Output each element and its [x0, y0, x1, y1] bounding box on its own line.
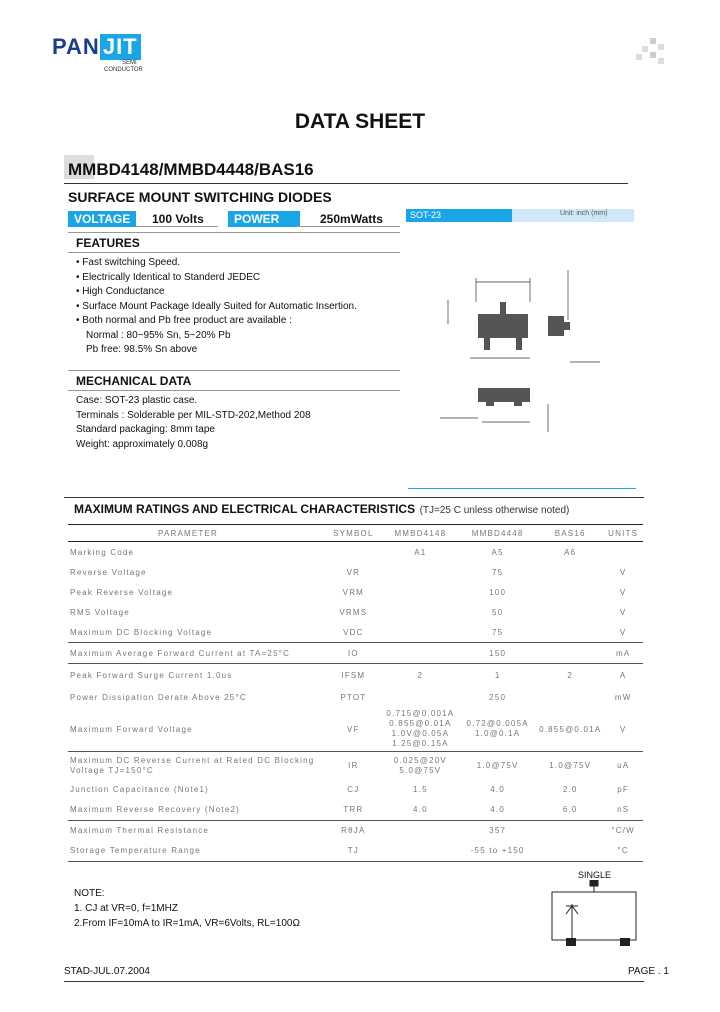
feature-item: • Surface Mount Package Ideally Suited for Automatic Insertion. — [76, 300, 357, 312]
table-row — [68, 643, 643, 664]
table-row — [68, 752, 643, 780]
cell: °C — [603, 841, 643, 862]
cell: nS — [603, 800, 643, 821]
feature-item: • Fast switching Speed. — [76, 257, 181, 268]
cell: 2.0 — [562, 785, 578, 794]
table-row — [68, 800, 643, 821]
cell: mW — [614, 693, 632, 702]
cell — [383, 562, 459, 582]
ratings-heading: MAXIMUM RATINGS AND ELECTRICAL CHARACTERISTICS — [74, 502, 416, 516]
cell — [537, 643, 603, 664]
cell — [537, 622, 603, 643]
cell: 1.5 — [413, 785, 428, 794]
cell: IR — [348, 761, 359, 771]
table-row — [68, 780, 643, 800]
cell — [537, 820, 603, 841]
voltage-badge: VOLTAGE — [68, 211, 136, 227]
footer-date: STAD-JUL.07.2004 — [64, 966, 150, 977]
cell: 4.0 — [490, 785, 506, 794]
cell: Maximum Average Forward Current at TA=25°C — [68, 643, 324, 664]
cell: Peak Forward Surge Current 1.0us — [70, 671, 233, 681]
cell: 4.0 — [458, 800, 537, 821]
table-row — [68, 664, 643, 688]
feature-item: Normal : 80~95% Sn, 5~20% Pb — [86, 329, 231, 341]
features-list — [76, 256, 357, 358]
power-underline — [296, 226, 400, 227]
cell: A6 — [564, 547, 577, 557]
column-header: UNITS — [603, 525, 643, 542]
package-outline-drawing — [430, 262, 620, 442]
feature-item: • Electrically Identical to Standerd JEDEC — [76, 271, 261, 283]
cell — [537, 841, 603, 862]
page-title: DATA SHEET — [294, 110, 426, 133]
cell: Reverse Voltage — [70, 567, 147, 577]
cell — [383, 622, 459, 643]
footer-rule — [64, 981, 644, 982]
cell: 75 — [458, 622, 537, 643]
features-rule-bottom — [68, 252, 400, 253]
logo-sub-conductor: CONDUCTOR — [104, 67, 143, 73]
mechanical-rule-bottom — [68, 390, 400, 391]
cell: 150 — [458, 643, 537, 664]
table-row — [68, 542, 643, 563]
column-header: PARAMETER — [68, 525, 324, 542]
cell: 2 — [567, 671, 574, 681]
mechanical-item: Standard packaging: 8mm tape — [76, 424, 215, 435]
table-header-row — [68, 525, 643, 542]
cell: VDC — [324, 622, 382, 643]
cell — [383, 582, 459, 602]
cell: Maximum Forward Voltage — [68, 708, 324, 752]
cell: RMS Voltage — [70, 607, 130, 617]
table-row — [68, 562, 643, 582]
cell — [383, 841, 459, 862]
cell: °C/W — [611, 826, 635, 835]
cell — [537, 688, 603, 708]
cell: 0.715@0.001A 0.855@0.01A 1.0V@0.05A 1.25@0.15A — [383, 708, 459, 752]
company-logo — [52, 34, 141, 60]
cell: 75 — [491, 567, 504, 577]
notes-block — [74, 886, 300, 931]
table-row — [68, 622, 643, 643]
cell: V — [619, 607, 627, 617]
mechanical-list — [76, 394, 311, 452]
cell: V — [619, 587, 627, 597]
table-row — [68, 841, 643, 862]
cell: 0.72@0.005A 1.0@0.1A — [458, 708, 537, 752]
cell: VF — [324, 708, 382, 752]
column-header: SYMBOL — [324, 525, 382, 542]
feature-item: • Both normal and Pb free product are available : — [76, 315, 292, 326]
cell: uA — [617, 761, 630, 771]
ratings-heading-row — [74, 500, 569, 518]
cell: Storage Temperature Range — [68, 841, 324, 862]
single-diode-diagram — [548, 880, 644, 950]
feature-item: Pb free: 98.5% Sn above — [86, 344, 198, 355]
cell — [603, 542, 643, 563]
cell: CJ — [347, 785, 360, 794]
ratings-table — [68, 524, 643, 862]
cell: 0.025@20V 5.0@75V — [393, 755, 447, 775]
cell: V — [603, 622, 643, 643]
cell: A5 — [491, 547, 504, 557]
cell: Maximum Reverse Recovery (Note2) — [68, 800, 324, 821]
package-name: SOT-23 — [406, 209, 512, 222]
cell — [383, 820, 459, 841]
cell — [324, 542, 382, 563]
voltage-value: 100 Volts — [152, 212, 204, 226]
column-header: BAS16 — [537, 525, 603, 542]
cell: VRM — [342, 587, 365, 597]
cell: Junction Capacitance (Note1) — [70, 785, 209, 794]
cell: 357 — [489, 826, 507, 835]
single-config-label: SINGLE — [578, 870, 612, 880]
cell: V — [603, 708, 643, 752]
mechanical-heading: MECHANICAL DATA — [76, 374, 192, 388]
mechanical-item: Weight: approximately 0.008g — [76, 438, 209, 450]
feature-item: • High Conductance — [76, 286, 165, 297]
ratings-top-rule — [64, 497, 644, 498]
cell: Maximum DC Reverse Current at Rated DC Blocking Voltage TJ=150°C — [70, 755, 315, 775]
cell — [537, 602, 603, 622]
table-row — [68, 708, 643, 752]
cell: Power Dissipation Derate Above 25°C — [70, 693, 247, 702]
cell — [383, 602, 459, 622]
cell: 1.0@75V — [549, 761, 592, 771]
power-badge: POWER — [228, 211, 300, 227]
subtitle: SURFACE MOUNT SWITCHING DIODES — [68, 189, 332, 205]
table-row — [68, 688, 643, 708]
cell — [383, 643, 459, 664]
logo-text-jit: JIT — [100, 34, 141, 60]
cell: 0.855@0.01A — [537, 708, 603, 752]
divider — [64, 183, 628, 184]
cell — [383, 688, 459, 708]
cell: mA — [603, 643, 643, 664]
cell: IFSM — [341, 671, 366, 681]
cell: PTOT — [340, 693, 367, 702]
table-row — [68, 602, 643, 622]
logo-text-pan: PAN — [52, 34, 100, 59]
mechanical-item: Case: SOT-23 plastic case. — [76, 395, 198, 406]
cell: VR — [346, 567, 361, 577]
cell: 6.0 — [537, 800, 603, 821]
cell: 100 — [489, 587, 507, 597]
cell: 1.0@75V — [476, 761, 519, 771]
cell: 250 — [489, 693, 507, 702]
cell: 1 — [494, 671, 501, 681]
ratings-condition-note: (TJ=25 C unless otherwise noted) — [419, 505, 570, 516]
features-heading: FEATURES — [76, 236, 140, 250]
cell: Peak Reverse Voltage — [70, 587, 174, 597]
note-item: 1. CJ at VR=0, f=1MHZ — [74, 903, 178, 914]
features-rule — [68, 232, 400, 233]
checker-decoration-icon — [636, 38, 666, 66]
note-item: 2.From IF=10mA to IR=1mA, VR=6Volts, RL=100Ω — [74, 918, 300, 929]
column-header: MMBD4448 — [458, 525, 537, 542]
part-number: MMBD4148/MMBD4448/BAS16 — [68, 160, 314, 179]
column-header: MMBD4148 — [383, 525, 459, 542]
cell — [537, 562, 603, 582]
cell: Maximum DC Blocking Voltage — [68, 622, 324, 643]
logo-subtext — [104, 60, 143, 74]
cell: 2 — [417, 671, 424, 681]
cell: V — [619, 567, 627, 577]
logo-sub-semi: SEMI — [122, 60, 137, 66]
table-row — [68, 582, 643, 602]
cell: A — [619, 671, 627, 681]
mechanical-item: Terminals : Solderable per MIL-STD-202,Method 208 — [76, 409, 311, 421]
cell: Marking Code — [70, 547, 135, 557]
cell: TJ — [324, 841, 382, 862]
cell: A1 — [414, 547, 427, 557]
cell: 50 — [491, 607, 504, 617]
package-divider — [408, 488, 636, 489]
cell: IO — [324, 643, 382, 664]
notes-heading: NOTE: — [74, 888, 105, 899]
cell: VRMS — [339, 607, 368, 617]
package-unit: Unit: inch (mm) — [560, 210, 608, 217]
mechanical-rule — [68, 370, 400, 371]
table-row — [68, 820, 643, 841]
voltage-underline — [136, 226, 218, 227]
footer-page: PAGE . 1 — [628, 966, 669, 977]
cell: 4.0 — [383, 800, 459, 821]
cell: TRR — [324, 800, 382, 821]
power-value: 250mWatts — [320, 212, 383, 226]
cell: Maximum Thermal Resistance — [70, 826, 210, 835]
cell: RθJA — [341, 826, 366, 835]
cell — [537, 582, 603, 602]
cell: pF — [617, 785, 630, 794]
cell: -55 to +150 — [458, 841, 537, 862]
